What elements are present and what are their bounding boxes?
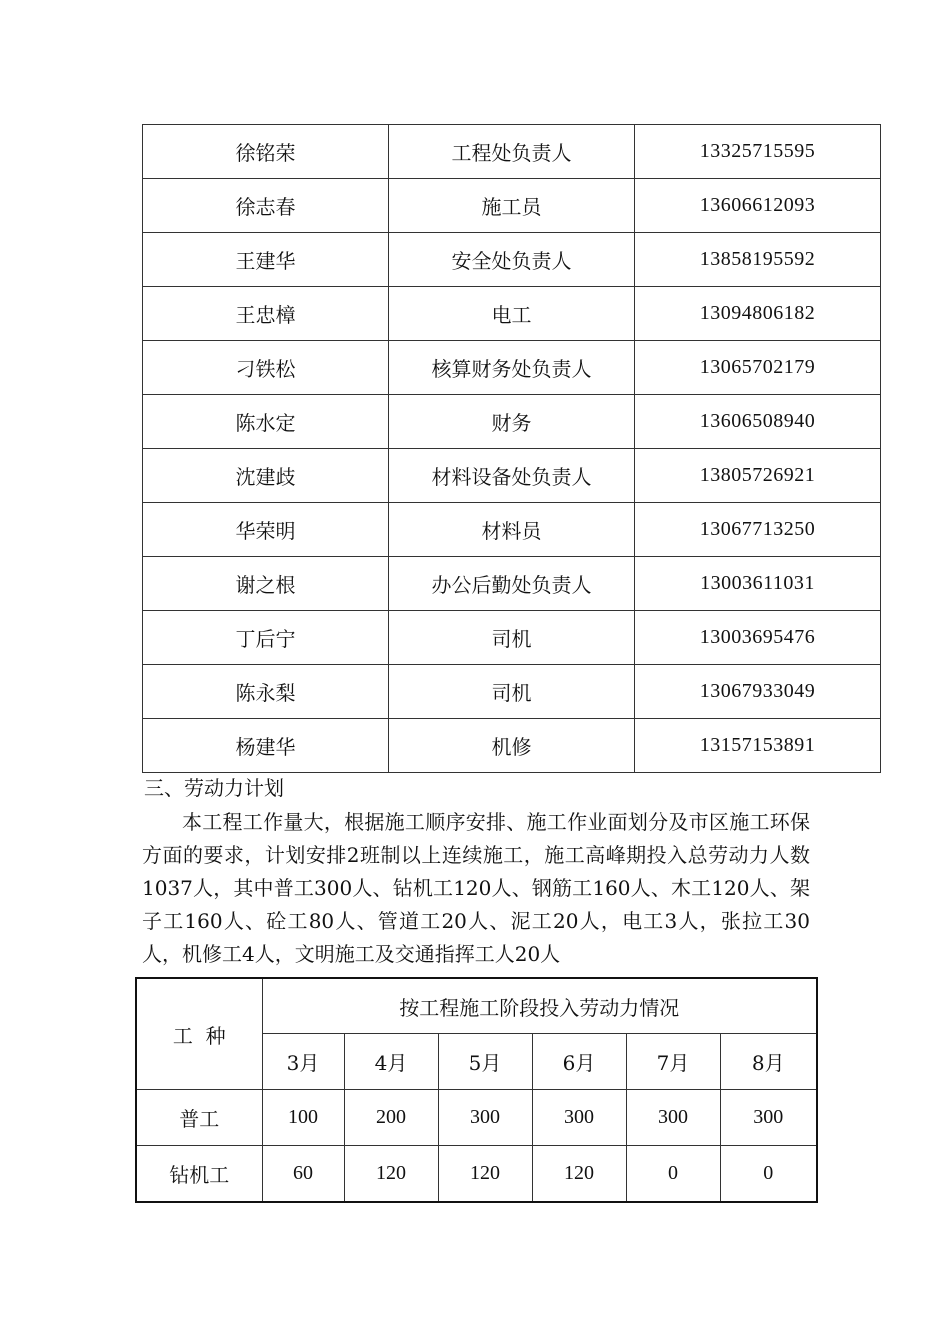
labor-type: 普工 bbox=[136, 1090, 262, 1146]
contact-role: 司机 bbox=[389, 611, 635, 665]
contact-row bbox=[143, 611, 881, 665]
contact-role: 施工员 bbox=[389, 179, 635, 233]
body-paragraph: 本工程工作量大，根据施工顺序安排、施工作业面划分及市区施工环保方面的要求，计划安排2班制以上连续施工，施工高峰期投入总劳动力人数1037人，其中普工300人、钻机工120人、钢筋工160人、木工120人、架子工160人、砼工80人、管道工20人、泥工20人，电工3人，张拉工30人，机修工4人，文明施工及交通指挥工人20人 bbox=[142, 810, 810, 966]
contact-role: 财务 bbox=[389, 395, 635, 449]
month-header: 3月 bbox=[262, 1034, 344, 1090]
contact-role: 司机 bbox=[389, 665, 635, 719]
labor-count: 0 bbox=[720, 1146, 817, 1203]
contact-role: 办公后勤处负责人 bbox=[389, 557, 635, 611]
contact-phone: 13606508940 bbox=[635, 395, 881, 449]
contact-phone: 13157153891 bbox=[635, 719, 881, 773]
contact-name: 丁后宁 bbox=[143, 611, 389, 665]
contact-table bbox=[142, 124, 881, 773]
contact-phone: 13858195592 bbox=[635, 233, 881, 287]
labor-count: 100 bbox=[262, 1090, 344, 1146]
contact-phone: 13067933049 bbox=[635, 665, 881, 719]
labor-count: 300 bbox=[438, 1090, 532, 1146]
contact-row bbox=[143, 233, 881, 287]
labor-count: 300 bbox=[626, 1090, 720, 1146]
contact-name: 杨建华 bbox=[143, 719, 389, 773]
labor-count: 300 bbox=[720, 1090, 817, 1146]
contact-name: 刁铁松 bbox=[143, 341, 389, 395]
month-header: 8月 bbox=[720, 1034, 817, 1090]
contact-name: 陈永梨 bbox=[143, 665, 389, 719]
contact-name: 徐志春 bbox=[143, 179, 389, 233]
labor-count: 300 bbox=[532, 1090, 626, 1146]
contact-name: 徐铭荣 bbox=[143, 125, 389, 179]
contact-row bbox=[143, 557, 881, 611]
contact-name: 陈水定 bbox=[143, 395, 389, 449]
contact-phone: 13325715595 bbox=[635, 125, 881, 179]
contact-role: 工程处负责人 bbox=[389, 125, 635, 179]
contact-name: 沈建歧 bbox=[143, 449, 389, 503]
contact-phone: 13003611031 bbox=[635, 557, 881, 611]
contact-row bbox=[143, 665, 881, 719]
labor-count: 0 bbox=[626, 1146, 720, 1203]
labor-count: 120 bbox=[438, 1146, 532, 1203]
contact-phone: 13003695476 bbox=[635, 611, 881, 665]
labor-group-header: 按工程施工阶段投入劳动力情况 bbox=[262, 978, 817, 1034]
labor-count: 60 bbox=[262, 1146, 344, 1203]
contact-row bbox=[143, 719, 881, 773]
contact-row bbox=[143, 395, 881, 449]
contact-phone: 13606612093 bbox=[635, 179, 881, 233]
contact-role: 材料员 bbox=[389, 503, 635, 557]
contact-phone: 13065702179 bbox=[635, 341, 881, 395]
month-header: 7月 bbox=[626, 1034, 720, 1090]
contact-row bbox=[143, 125, 881, 179]
contact-name: 华荣明 bbox=[143, 503, 389, 557]
contact-name: 王建华 bbox=[143, 233, 389, 287]
contact-name: 谢之根 bbox=[143, 557, 389, 611]
contact-row bbox=[143, 503, 881, 557]
labor-count: 200 bbox=[344, 1090, 438, 1146]
contact-role: 机修 bbox=[389, 719, 635, 773]
contact-role: 电工 bbox=[389, 287, 635, 341]
labor-row bbox=[136, 1146, 817, 1203]
contact-role: 安全处负责人 bbox=[389, 233, 635, 287]
section-heading: 三、劳动力计划 bbox=[144, 776, 284, 800]
labor-table bbox=[135, 977, 818, 1203]
month-header: 5月 bbox=[438, 1034, 532, 1090]
contact-row bbox=[143, 287, 881, 341]
labor-count: 120 bbox=[344, 1146, 438, 1203]
contact-table-body bbox=[143, 125, 881, 773]
labor-count: 120 bbox=[532, 1146, 626, 1203]
month-header: 6月 bbox=[532, 1034, 626, 1090]
labor-type-header: 工 种 bbox=[136, 978, 262, 1090]
contact-row bbox=[143, 449, 881, 503]
contact-row bbox=[143, 341, 881, 395]
contact-name: 王忠樟 bbox=[143, 287, 389, 341]
month-header: 4月 bbox=[344, 1034, 438, 1090]
contact-phone: 13805726921 bbox=[635, 449, 881, 503]
contact-role: 材料设备处负责人 bbox=[389, 449, 635, 503]
contact-row bbox=[143, 179, 881, 233]
contact-role: 核算财务处负责人 bbox=[389, 341, 635, 395]
labor-type: 钻机工 bbox=[136, 1146, 262, 1203]
labor-row bbox=[136, 1090, 817, 1146]
contact-phone: 13067713250 bbox=[635, 503, 881, 557]
contact-phone: 13094806182 bbox=[635, 287, 881, 341]
